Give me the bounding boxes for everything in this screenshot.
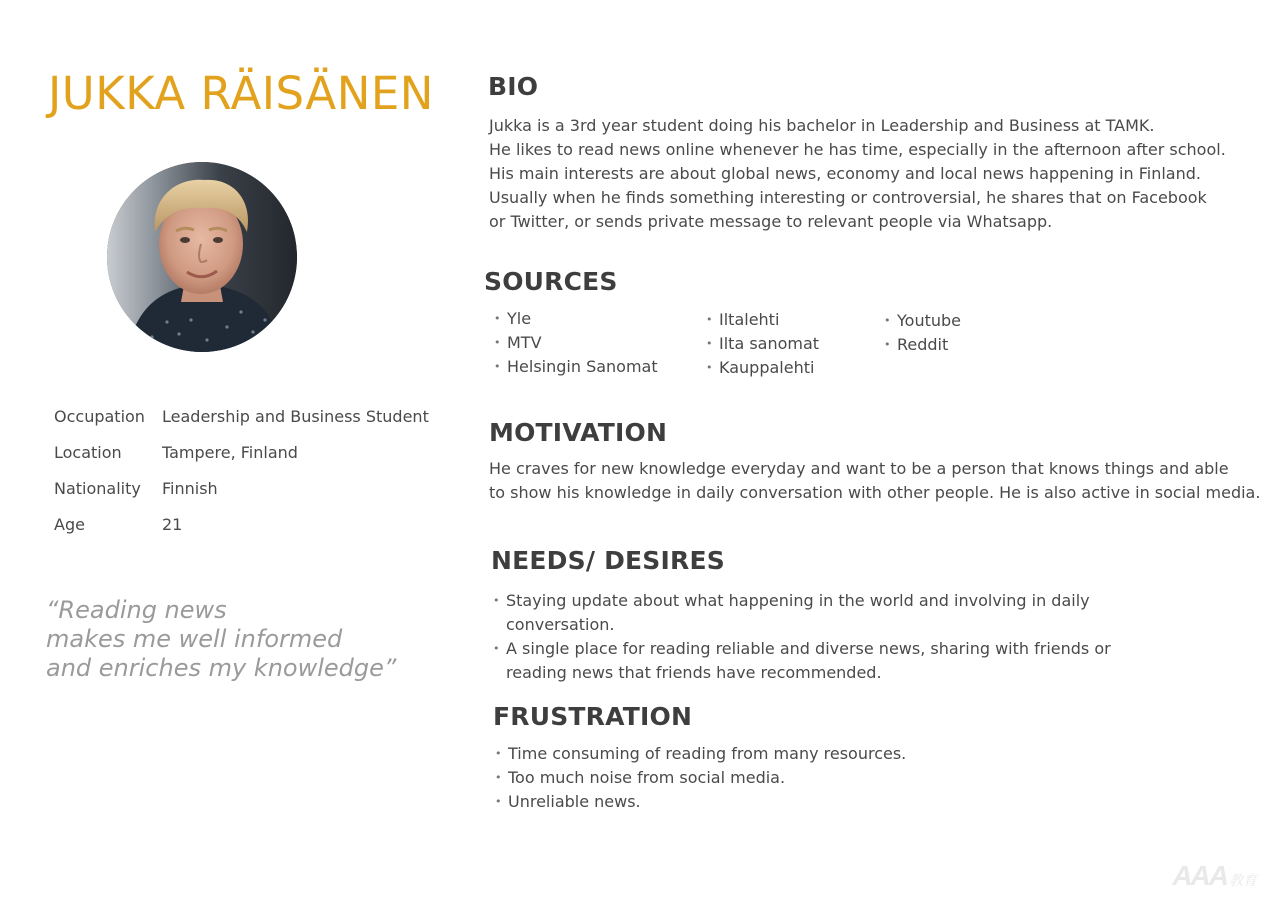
info-row-nationality bbox=[54, 470, 454, 506]
bio-line: He likes to read news online whenever he has time, especially in the afternoon after school. bbox=[489, 140, 1226, 159]
watermark-subtext: 教育 bbox=[1229, 872, 1257, 888]
motivation-text bbox=[489, 457, 1260, 505]
bio-line: or Twitter, or sends private message to relevant people via Whatsapp. bbox=[489, 212, 1053, 231]
frustration-heading: FRUSTRATION bbox=[493, 702, 693, 731]
source-item: • Iltalehti bbox=[706, 308, 819, 332]
frustration-item: • Too much noise from social media. bbox=[495, 766, 906, 790]
info-label: Location bbox=[54, 442, 122, 462]
needs-list bbox=[493, 589, 1146, 685]
source-item: • Youtube bbox=[884, 309, 961, 333]
needs-item bbox=[493, 589, 1146, 637]
watermark-logo bbox=[1172, 860, 1257, 892]
info-value: 21 bbox=[162, 514, 183, 534]
source-item: • Kauppalehti bbox=[706, 356, 819, 380]
info-value: Tampere, Finland bbox=[162, 442, 298, 462]
avatar-photo bbox=[107, 162, 297, 352]
info-row-occupation bbox=[54, 398, 454, 434]
source-item: • Helsingin Sanomat bbox=[494, 355, 658, 379]
motivation-line: He craves for new knowledge everyday and want to be a person that knows things and able bbox=[489, 459, 1229, 478]
needs-item bbox=[493, 637, 1146, 685]
source-item: • Reddit bbox=[884, 333, 961, 357]
motivation-heading: MOTIVATION bbox=[489, 418, 668, 447]
persona-info-table bbox=[54, 398, 454, 542]
sources-list-1 bbox=[494, 307, 658, 379]
info-label: Age bbox=[54, 514, 85, 534]
needs-item-text: Staying update about what happening in the world and involving in daily conversation. bbox=[506, 591, 1090, 634]
bio-line: His main interests are about global news, economy and local news happening in Finland. bbox=[489, 164, 1201, 183]
needs-item-text: A single place for reading reliable and diverse news, sharing with friends or reading news that friends have recommended. bbox=[506, 639, 1111, 682]
avatar bbox=[107, 162, 297, 352]
sources-heading: SOURCES bbox=[484, 267, 618, 296]
source-item: • Ilta sanomat bbox=[706, 332, 819, 356]
sources-list-2 bbox=[706, 308, 819, 380]
bio-line: Jukka is a 3rd year student doing his bachelor in Leadership and Business at TAMK. bbox=[489, 116, 1155, 135]
frustration-item: • Time consuming of reading from many resources. bbox=[495, 742, 906, 766]
motivation-line: to show his knowledge in daily conversation with other people. He is also active in social media. bbox=[489, 483, 1261, 502]
info-label: Nationality bbox=[54, 478, 141, 498]
info-value: Leadership and Business Student bbox=[162, 406, 429, 426]
sources-list-3 bbox=[884, 309, 961, 357]
info-row-location bbox=[54, 434, 454, 470]
source-item: • MTV bbox=[494, 331, 658, 355]
source-item: • Yle bbox=[494, 307, 658, 331]
bio-text bbox=[489, 114, 1226, 234]
info-value: Finnish bbox=[162, 478, 218, 498]
frustration-item: • Unreliable news. bbox=[495, 790, 906, 814]
bio-heading: BIO bbox=[488, 72, 539, 101]
persona-name: JUKKA RÄISÄNEN bbox=[48, 67, 434, 120]
bio-line: Usually when he finds something interesting or controversial, he shares that on Facebook bbox=[489, 188, 1207, 207]
frustration-list bbox=[495, 742, 906, 814]
info-row-age bbox=[54, 506, 454, 542]
info-label: Occupation bbox=[54, 406, 145, 426]
watermark-text: AAA bbox=[1172, 860, 1227, 891]
needs-heading: NEEDS/ DESIRES bbox=[491, 546, 725, 575]
persona-quote: “Reading news makes me well informed and enriches my knowledge” bbox=[46, 596, 397, 682]
